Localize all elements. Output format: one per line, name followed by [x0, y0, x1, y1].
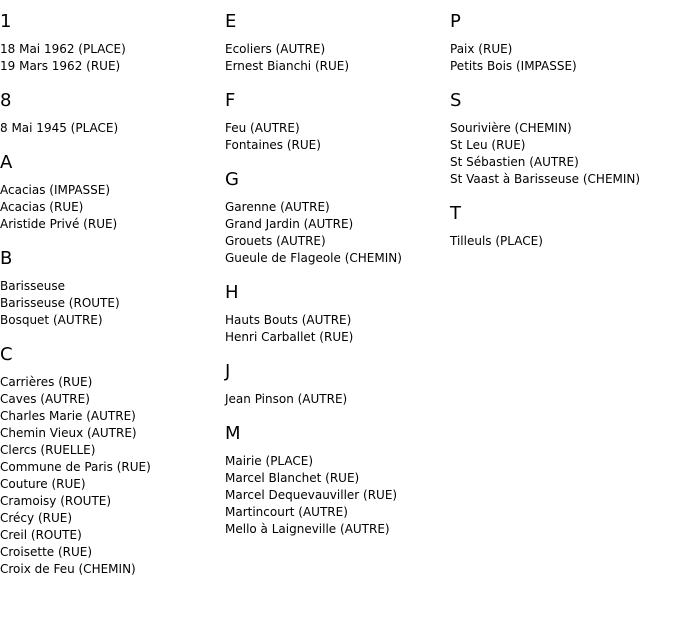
- section-1: [0, 11, 225, 75]
- section-letter-heading: B: [0, 248, 13, 269]
- section-a: [0, 152, 225, 233]
- street-list: [450, 233, 675, 250]
- index-column-1: [0, 11, 225, 593]
- street-link[interactable]: Caves (AUTRE): [0, 392, 90, 406]
- section-t: [450, 203, 675, 250]
- street-link[interactable]: Gueule de Flageole (CHEMIN): [225, 251, 402, 265]
- street-link[interactable]: Marcel Dequevauviller (RUE): [225, 488, 398, 502]
- section-letter-heading: G: [225, 169, 239, 190]
- street-link[interactable]: Mairie (PLACE): [225, 454, 314, 468]
- section-letter-heading: F: [225, 90, 236, 111]
- section-letter-heading: A: [0, 152, 13, 173]
- street-link[interactable]: Paix (RUE): [450, 42, 513, 56]
- section-f: [225, 90, 450, 154]
- section-s: [450, 90, 675, 188]
- section-letter-heading: C: [0, 344, 13, 365]
- street-link[interactable]: St Sébastien (AUTRE): [450, 155, 579, 169]
- street-link[interactable]: Sourivière (CHEMIN): [450, 121, 572, 135]
- street-link[interactable]: 18 Mai 1962 (PLACE): [0, 42, 126, 56]
- street-link[interactable]: Fontaines (RUE): [225, 138, 321, 152]
- section-p: [450, 11, 675, 75]
- street-link[interactable]: Grouets (AUTRE): [225, 234, 326, 248]
- street-link[interactable]: Garenne (AUTRE): [225, 200, 330, 214]
- street-link[interactable]: Petits Bois (IMPASSE): [450, 59, 577, 73]
- street-link[interactable]: Couture (RUE): [0, 477, 86, 491]
- street-link[interactable]: Hauts Bouts (AUTRE): [225, 313, 352, 327]
- street-link[interactable]: Charles Marie (AUTRE): [0, 409, 136, 423]
- street-link[interactable]: Mello à Laigneville (AUTRE): [225, 522, 390, 536]
- street-list: [225, 199, 450, 267]
- street-list: [450, 120, 675, 188]
- section-j: [225, 361, 450, 408]
- street-list: [0, 41, 225, 75]
- street-link[interactable]: Bosquet (AUTRE): [0, 313, 103, 327]
- section-g: [225, 169, 450, 267]
- section-c: [0, 344, 225, 578]
- street-list: [0, 182, 225, 233]
- street-link[interactable]: Ecoliers (AUTRE): [225, 42, 326, 56]
- street-link[interactable]: 8 Mai 1945 (PLACE): [0, 121, 119, 135]
- section-letter-heading: 1: [0, 11, 12, 32]
- section-letter-heading: P: [450, 11, 461, 32]
- street-link[interactable]: 19 Mars 1962 (RUE): [0, 59, 121, 73]
- street-link[interactable]: Aristide Privé (RUE): [0, 217, 118, 231]
- street-link[interactable]: Jean Pinson (AUTRE): [225, 392, 348, 406]
- street-link[interactable]: Clercs (RUELLE): [0, 443, 96, 457]
- street-list: [225, 41, 450, 75]
- street-link[interactable]: St Leu (RUE): [450, 138, 526, 152]
- section-letter-heading: 8: [0, 90, 12, 111]
- street-link[interactable]: Grand Jardin (AUTRE): [225, 217, 354, 231]
- street-link[interactable]: Carrières (RUE): [0, 375, 93, 389]
- section-h: [225, 282, 450, 346]
- street-list: [450, 41, 675, 75]
- street-link[interactable]: Feu (AUTRE): [225, 121, 300, 135]
- street-link[interactable]: Acacias (IMPASSE): [0, 183, 111, 197]
- street-link[interactable]: Henri Carballet (RUE): [225, 330, 354, 344]
- street-list: [0, 278, 225, 329]
- section-8: [0, 90, 225, 137]
- street-link[interactable]: Croix de Feu (CHEMIN): [0, 562, 136, 576]
- street-link[interactable]: Croisette (RUE): [0, 545, 93, 559]
- index-column-3: [450, 11, 675, 265]
- street-link[interactable]: Marcel Blanchet (RUE): [225, 471, 360, 485]
- index-column-2: [225, 11, 450, 553]
- section-letter-heading: H: [225, 282, 239, 303]
- street-list: [0, 374, 225, 578]
- section-letter-heading: T: [450, 203, 461, 224]
- street-list: [225, 120, 450, 154]
- street-link[interactable]: Cramoisy (ROUTE): [0, 494, 112, 508]
- street-link[interactable]: Chemin Vieux (AUTRE): [0, 426, 137, 440]
- street-link[interactable]: Crécy (RUE): [0, 511, 73, 525]
- section-letter-heading: E: [225, 11, 237, 32]
- street-link[interactable]: Barisseuse (ROUTE): [0, 296, 120, 310]
- street-link[interactable]: Barisseuse: [0, 279, 65, 293]
- street-link[interactable]: St Vaast à Barisseuse (CHEMIN): [450, 172, 641, 186]
- street-link[interactable]: Ernest Bianchi (RUE): [225, 59, 350, 73]
- street-link[interactable]: Commune de Paris (RUE): [0, 460, 151, 474]
- street-link[interactable]: Tilleuls (PLACE): [450, 234, 543, 248]
- street-list: [225, 453, 450, 538]
- section-b: [0, 248, 225, 329]
- section-letter-heading: M: [225, 423, 241, 444]
- section-e: [225, 11, 450, 75]
- section-letter-heading: J: [225, 361, 231, 382]
- section-letter-heading: S: [450, 90, 462, 111]
- street-link[interactable]: Martincourt (AUTRE): [225, 505, 348, 519]
- street-list: [0, 120, 225, 137]
- street-link[interactable]: Acacias (RUE): [0, 200, 84, 214]
- street-link[interactable]: Creil (ROUTE): [0, 528, 82, 542]
- street-list: [225, 312, 450, 346]
- street-list: [225, 391, 450, 408]
- section-m: [225, 423, 450, 538]
